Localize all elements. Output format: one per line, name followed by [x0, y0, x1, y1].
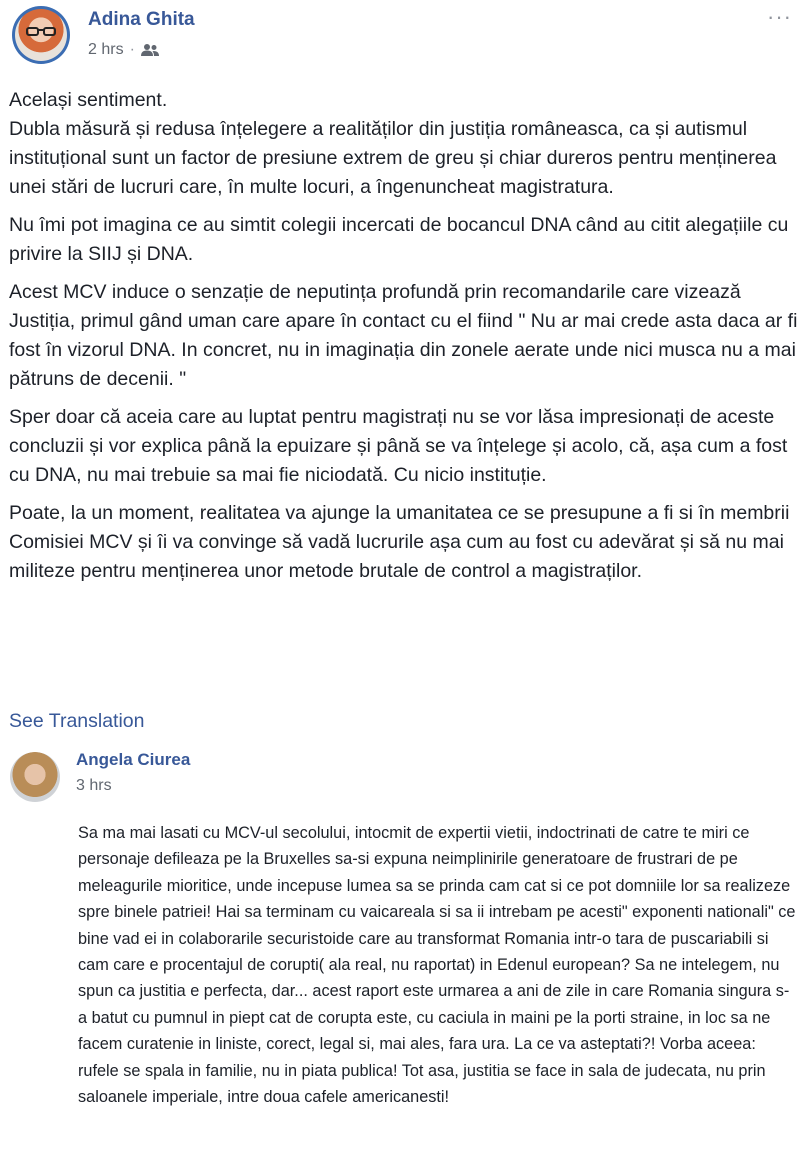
post-paragraph: Sper doar că aceia care au luptat pentru magistrați nu se vor lăsa impresionați de aceste concluzii și vor explica până la epuizare și până se va înțelege și acolo, că, așa cum a fost cu DNA, nu mai trebuie sa mai fie niciodată. Cu nicio instituție. — [9, 406, 788, 486]
post-text — [9, 86, 799, 595]
see-translation-link[interactable]: See Translation — [9, 710, 145, 732]
post-paragraph: Acest MCV induce o senzație de neputința profundă prin recomandarile care vizează Justiția, primul gând uman care apare în contact cu el fiind " Nu ar mai crede asta daca ar fi fost în vizorul DNA. In concret, nu in imaginația din zonele aerate unde nici musca nu a mai pătruns de decenii. " — [9, 281, 798, 390]
comment-text: Sa ma mai lasati cu MCV-ul secolului, intocmit de expertii vietii, indoctrinati de catre te miri ce personaje defileaza pe la Bruxelles sa-si expuna neimplinirile generatoare de frustrari de pe meleagurile mioritice, unde incepuse lumea sa se prinda cam cat si ce pot domniile lor sa realizeze spre binele patriei! Hai sa terminam cu vaicareala si sa ii intrebam pe acesti" exponenti nationali" ce bine vad ei in colaborarile securistoide care au transformat Romania intr-o tara de puscariabili si cam care e procentajul de corupti( ala real, nu raportat) in Edenul european? Sa ne intelegem, nu spun ca justitia e perfecta, dar... acest raport este urmarea a ani de zile in care Romania singura s-a batut cu pumnul in piept cat de corupta este, cu caciula in maini pe la porti straine, in loc sa ne facem curatenie in liniste, corect, legal si, mai ales, fara ura. La ce va asteptati?! Vorba aceea: rufele se spala in familie, nu in piata publica! Tot asa, justitia se face in sala de judecata, nu prin saloanele imperiale, intre doua cafele americanesti! — [78, 824, 796, 1107]
post-paragraph: Poate, la un moment, realitatea va ajunge la umanitatea ce se presupune a fi si în membrii Comisiei MCV și îi va convinge să vadă lucrurile așa cum au fost cu adevărat și să nu mai militeze pentru menținerea unor metode brutale de control a magistraților. — [9, 502, 790, 582]
comment-timestamp[interactable]: 3 hrs — [76, 777, 112, 794]
meta-separator: · — [129, 41, 135, 58]
glasses-icon — [26, 27, 56, 36]
post-timestamp[interactable]: 2 hrs — [88, 41, 124, 58]
friends-icon[interactable] — [141, 43, 159, 57]
author-avatar[interactable] — [12, 6, 70, 64]
more-options-icon[interactable]: ··· — [767, 4, 792, 29]
post-meta — [88, 41, 159, 59]
commenter-avatar[interactable] — [10, 752, 60, 802]
post-author-name[interactable]: Adina Ghita — [88, 9, 195, 30]
post-paragraph: Nu îmi pot imagina ce au simtit colegii incercati de bocancul DNA când au citit alegațiile cu privire la SIIJ și DNA. — [9, 214, 789, 265]
post-paragraph: Același sentiment. Dubla măsură și redusa înțelegere a realităților din justiția româneasca, ca și autismul instituțional sunt un factor de presiune extrem de greu și chiar dureros pentru menținerea unei stări de lucruri care, în multe locuri, a îngenuncheat magistratura. — [9, 89, 777, 198]
comment-author-name[interactable]: Angela Ciurea — [76, 750, 191, 769]
